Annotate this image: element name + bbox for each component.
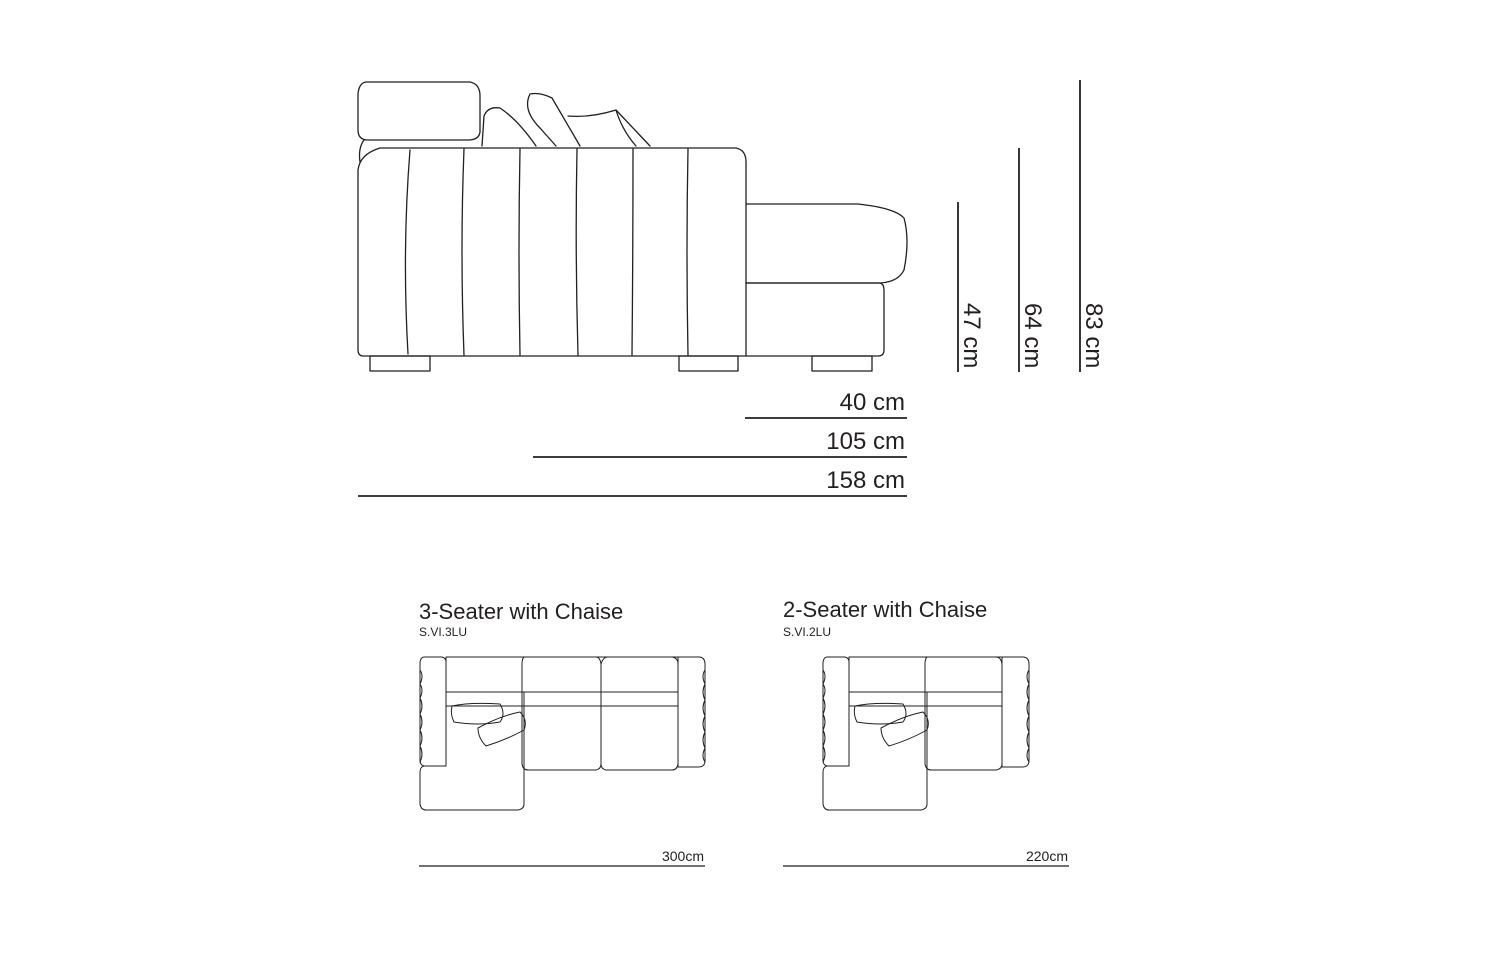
config-width: 220cm bbox=[1025, 848, 1068, 864]
headrest bbox=[358, 82, 480, 140]
arm-channel bbox=[1027, 670, 1029, 762]
channel-seam bbox=[519, 149, 520, 355]
back-band bbox=[446, 657, 678, 692]
arm-channel bbox=[703, 670, 705, 762]
sofa-side-view bbox=[358, 82, 907, 371]
channel-seam bbox=[462, 149, 464, 355]
channel-seam bbox=[405, 150, 410, 354]
config-width: 300cm bbox=[661, 848, 704, 864]
total-depth-label: 158 cm bbox=[826, 467, 905, 494]
chaise-base bbox=[746, 283, 884, 356]
config-code: S.VI.2LU bbox=[783, 625, 832, 639]
config-title: 3-Seater with Chaise bbox=[419, 599, 624, 624]
depth-dimensions bbox=[358, 389, 907, 496]
channel-seam bbox=[632, 149, 633, 355]
plan-3-seater bbox=[419, 599, 705, 866]
back-height-label: 64 cm bbox=[1019, 303, 1046, 369]
left-arm bbox=[823, 657, 849, 766]
chaise bbox=[420, 692, 524, 810]
chaise-depth-label: 40 cm bbox=[839, 389, 905, 416]
config-title: 2-Seater with Chaise bbox=[783, 597, 988, 622]
chaise bbox=[823, 692, 927, 810]
seat-depth-label: 105 cm bbox=[826, 428, 905, 455]
left-arm bbox=[420, 657, 446, 766]
chaise-cushion bbox=[746, 204, 907, 283]
seat-module bbox=[601, 657, 678, 770]
pillow bbox=[478, 712, 525, 746]
channel-seam bbox=[576, 149, 578, 355]
height-dimensions bbox=[958, 80, 1107, 372]
sofa-leg bbox=[370, 356, 430, 371]
plan-2-seater bbox=[783, 597, 1069, 866]
seat-module bbox=[522, 657, 601, 770]
channel-seam bbox=[687, 149, 688, 355]
back-cushion bbox=[482, 108, 536, 146]
total-height-label: 83 cm bbox=[1080, 303, 1107, 369]
back-pillow bbox=[528, 94, 580, 147]
seat-module bbox=[925, 657, 1002, 770]
seat-height-label: 47 cm bbox=[958, 303, 985, 369]
sofa-leg bbox=[812, 356, 872, 371]
right-arm bbox=[1002, 657, 1029, 767]
back-pillow-top bbox=[568, 110, 650, 146]
pillow bbox=[881, 712, 928, 746]
config-code: S.VI.3LU bbox=[419, 625, 468, 639]
right-arm bbox=[678, 657, 705, 767]
sofa-leg bbox=[679, 356, 738, 371]
